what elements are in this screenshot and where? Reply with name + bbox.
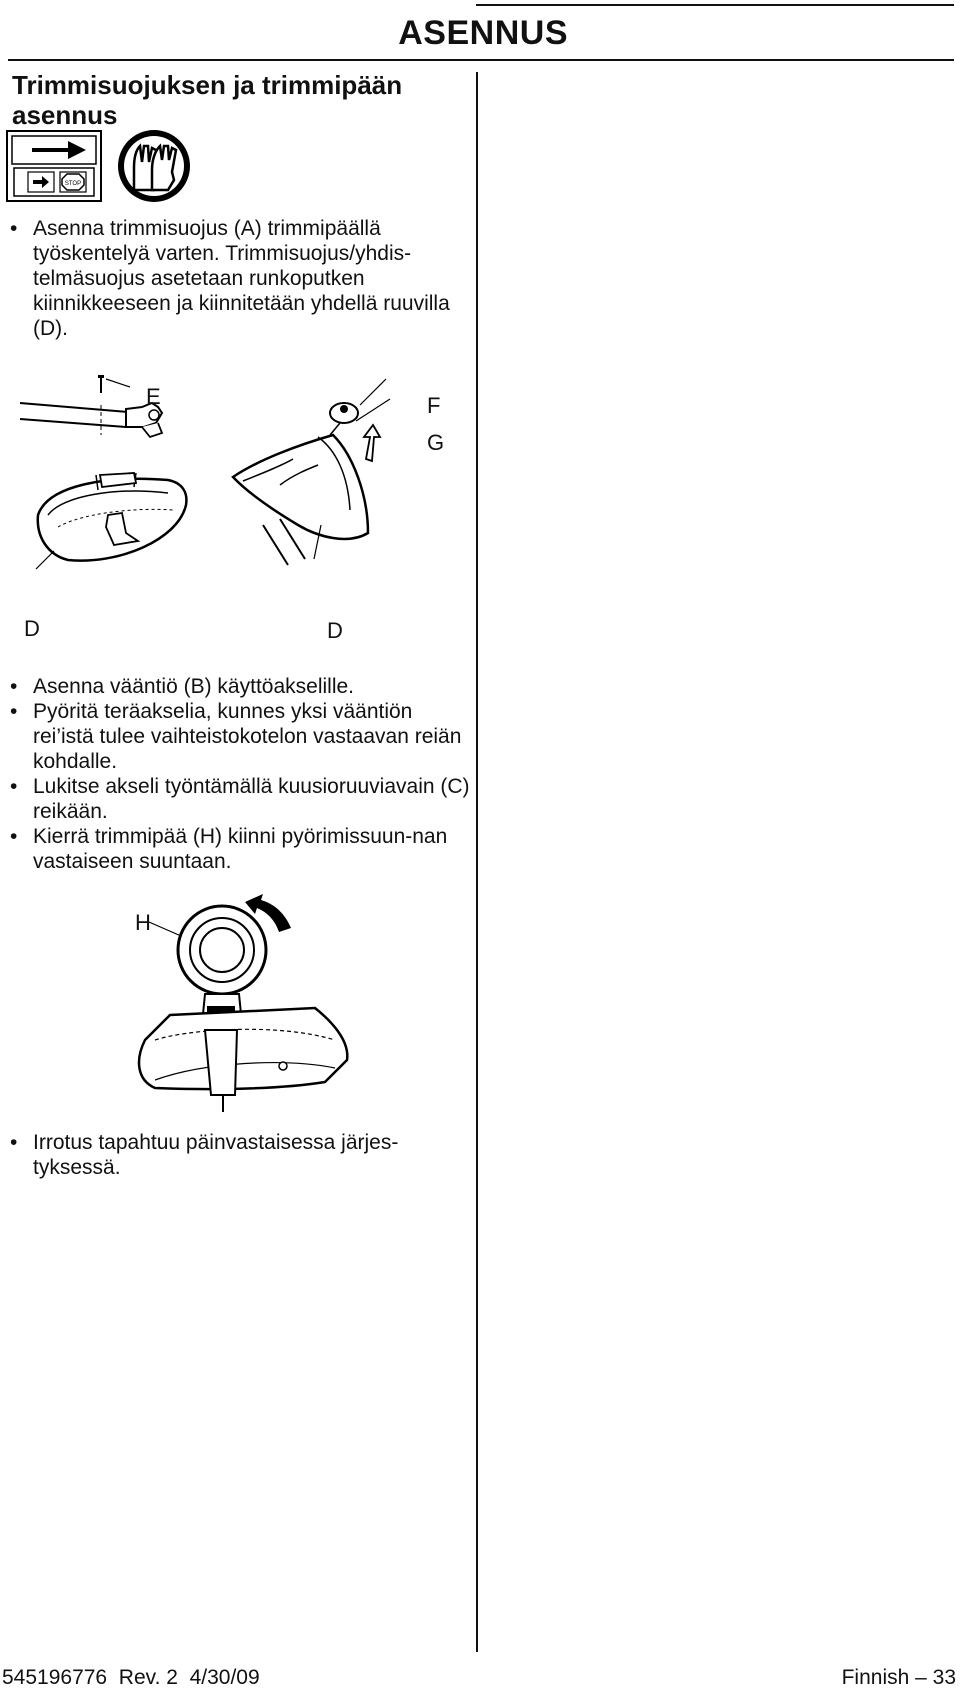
section-title: ASENNUS xyxy=(398,14,568,52)
manual-arrow-stop-icon xyxy=(7,131,101,201)
bullet-list-1 xyxy=(10,216,470,341)
figure-trimmer-guard-install xyxy=(18,365,441,625)
bullet-list-2 xyxy=(10,674,470,874)
svg-text:STOP: STOP xyxy=(64,181,82,187)
label-f: F xyxy=(427,393,441,418)
guard-part xyxy=(139,1008,347,1112)
gloves-icon xyxy=(118,130,190,202)
footer-page-number: Finnish – 33 xyxy=(841,1666,956,1689)
list-item: • Asenna trimmisuojus (A) trimmipäällä työskentelyä varten. Trimmisuojus/yhdis-telmäsuojus asetetaan runkoputken kiinnikkeeseen ja kiinnitetään yhdellä ruuvilla (D). xyxy=(10,216,470,341)
right-guard-part xyxy=(233,379,390,565)
list-item: • Asenna vääntiö (B) käyttöakselille. xyxy=(10,674,470,699)
left-guard-part xyxy=(36,473,186,569)
warning-icons xyxy=(6,128,196,209)
footer-doc-info: 545196776 Rev. 2 4/30/09 xyxy=(2,1666,260,1689)
list-item: • Kierrä trimmipää (H) kiinni pyörimissuun-nan vastaiseen suuntaan. xyxy=(10,824,470,874)
list-item: • Pyöritä teräakselia, kunnes yksi vääntiön rei’istä tulee vaihteistokotelon vastaavan reiän kohdalle. xyxy=(10,699,470,774)
label-h: H xyxy=(135,910,151,935)
column-divider xyxy=(476,72,478,1652)
trimmer-head-part xyxy=(178,906,266,1018)
list-item: • Irrotus tapahtuu päinvastaisessa järjes-tyksessä. xyxy=(10,1130,470,1180)
header-rule xyxy=(8,59,954,61)
page-heading: Trimmisuojuksen ja trimmipään asennus xyxy=(12,70,403,130)
bullet-list-3 xyxy=(10,1130,470,1180)
figure-trimmer-head-mount xyxy=(125,890,375,1115)
label-g: G xyxy=(427,430,445,455)
list-item: • Lukitse akseli työntämällä kuusioruuviavain (C) reikään. xyxy=(10,774,470,824)
label-d-left: D xyxy=(24,616,40,641)
top-rule xyxy=(476,4,954,6)
shaft-part xyxy=(20,403,162,437)
label-d-right: D xyxy=(327,618,343,643)
label-e: E xyxy=(146,384,161,409)
